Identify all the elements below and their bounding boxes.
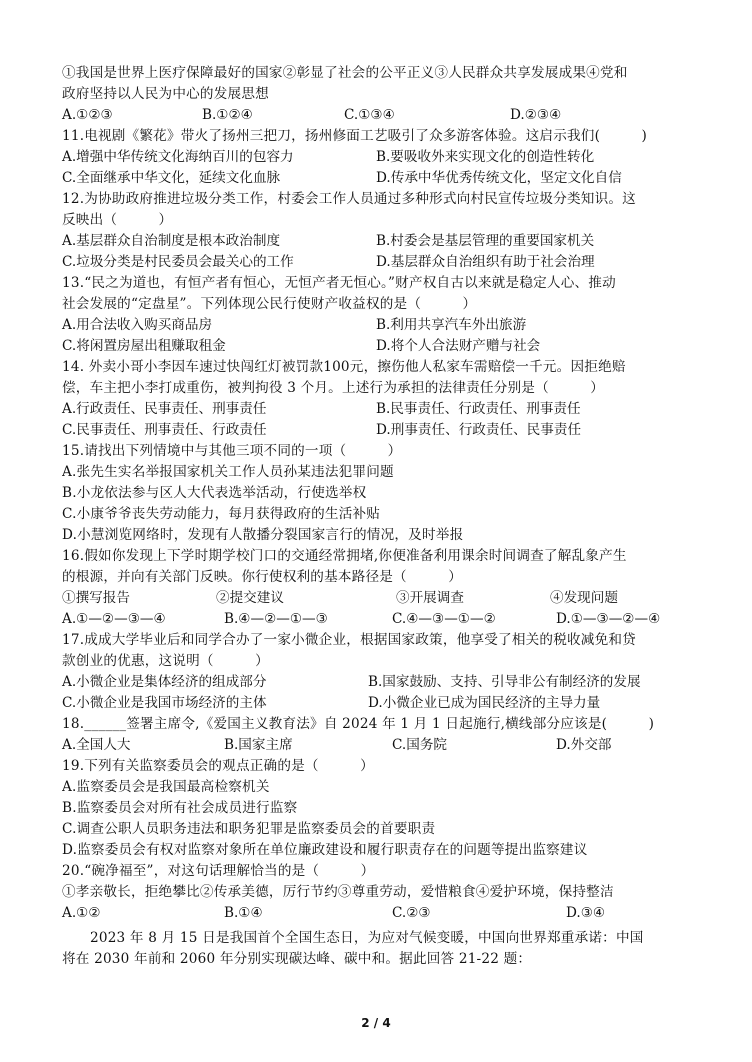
q13-options-row1 bbox=[62, 315, 702, 335]
q12-stem-line1: 12.为协助政府推进垃圾分类工作，村委会工作人员通过多种形式向村民宣传垃圾分类知识。这 bbox=[62, 191, 636, 207]
q18-option-a: A.全国人大 bbox=[62, 737, 131, 753]
q13-stem-line1: 13.“民之为道也，有恒产者有恒心，无恒产者无恒心。”财产权自古以来就是稳定人心、推动 bbox=[62, 275, 616, 291]
q12-options-row2 bbox=[62, 252, 702, 272]
q20-statements: ①孝亲敬长，拒绝攀比②传承美德，厉行节约③尊重劳动，爱惜粮食④爱护环境，保持整洁 bbox=[62, 884, 614, 900]
q16-step-4: ④发现问题 bbox=[550, 590, 618, 606]
q12-option-d: D.基层群众自治组织有助于社会治理 bbox=[376, 254, 595, 270]
q17-option-d: D.小微企业已成为国民经济的主导力量 bbox=[368, 695, 601, 711]
q18-options bbox=[62, 735, 702, 755]
q16-option-a: A.①—②—③—④ bbox=[62, 611, 166, 627]
q14-option-d: D.刑事责任、行政责任、民事责任 bbox=[376, 422, 582, 438]
q16-step-3: ③开展调查 bbox=[396, 590, 464, 606]
q11-option-a: A.增强中华传统文化海纳百川的包容力 bbox=[62, 149, 294, 165]
q20-stem: 20.“碗净福至”，对这句话理解恰当的是（ ） bbox=[62, 863, 375, 879]
q20-option-a: A.①② bbox=[62, 905, 101, 921]
q17-options-row2 bbox=[62, 693, 702, 713]
q11-option-d: D.传承中华优秀传统文化，坚定文化自信 bbox=[376, 170, 622, 186]
q17-option-a: A.小微企业是集体经济的组成部分 bbox=[62, 674, 267, 690]
q15-option-a: A.张先生实名举报国家机关工作人员孙某违法犯罪问题 bbox=[62, 464, 394, 480]
q19-option-a: A.监察委员会是我国最高检察机关 bbox=[62, 779, 270, 795]
q16-steps bbox=[62, 588, 702, 608]
q20-options bbox=[62, 903, 702, 923]
q20-option-c: C.②③ bbox=[392, 905, 431, 921]
q18-option-d: D.外交部 bbox=[556, 737, 612, 753]
q13-stem-line2: 社会发展的“定盘星”。下列体现公民行使财产收益权的是（ ） bbox=[62, 296, 477, 312]
q17-option-b: B.国家鼓励、支持、引导非公有制经济的发展 bbox=[368, 674, 641, 690]
q13-options-row2 bbox=[62, 336, 702, 356]
q10-option-c: C.①③④ bbox=[344, 107, 395, 123]
q18-stem: 18.______签署主席令,《爱国主义教育法》自 2024 年 1 月 1 日起施行,横线部分应该是( ) bbox=[62, 716, 655, 732]
q11-options-row2 bbox=[62, 168, 702, 188]
q17-option-c: C.小微企业是我国市场经济的主体 bbox=[62, 695, 267, 711]
q19-option-c: C.调查公职人员职务违法和职务犯罪是监察委员会的首要职责 bbox=[62, 821, 436, 837]
q12-option-a: A.基层群众自治制度是根本政治制度 bbox=[62, 233, 281, 249]
q16-option-c: C.④—③—①—② bbox=[392, 611, 496, 627]
q13-option-d: D.将个人合法财产赠与社会 bbox=[376, 338, 541, 354]
q16-stem-line2: 的根源，并向有关部门反映。你行使权利的基本路径是（ ） bbox=[62, 569, 463, 585]
q10-option-d: D.②③④ bbox=[510, 107, 562, 123]
q20-option-b: B.①④ bbox=[224, 905, 263, 921]
q13-option-c: C.将闲置房屋出租赚取租金 bbox=[62, 338, 226, 354]
q15-option-b: B.小龙依法参与区人大代表选举活动，行使选举权 bbox=[62, 485, 367, 501]
q17-options-row1 bbox=[62, 672, 702, 692]
q11-option-c: C.全面继承中华文化，延续文化血脉 bbox=[62, 170, 281, 186]
q18-option-c: C.国务院 bbox=[392, 737, 448, 753]
q11-options-row1 bbox=[62, 147, 702, 167]
page-number: 2 / 4 bbox=[361, 1016, 391, 1030]
q14-stem-line1: 14. 外卖小哥小李因车速过快闯红灯被罚款100元，擦伤他人私家车需赔偿一千元。因拒绝赔 bbox=[62, 359, 626, 375]
q16-step-2: ②提交建议 bbox=[216, 590, 284, 606]
q12-options-row1 bbox=[62, 231, 702, 251]
q17-stem-line1: 17.成成大学毕业后和同学合办了一家小微企业，根据国家政策，他享受了相关的税收减免和贷 bbox=[62, 632, 636, 648]
q14-option-b: B.民事责任、行政责任、刑事责任 bbox=[376, 401, 581, 417]
q19-option-d: D.监察委员会有权对监察对象所在单位廉政建设和履行职责存在的问题等提出监察建议 bbox=[62, 842, 588, 858]
q14-option-a: A.行政责任、民事责任、刑事责任 bbox=[62, 401, 267, 417]
q11-option-b: B.要吸收外来实现文化的创造性转化 bbox=[376, 149, 595, 165]
q19-option-b: B.监察委员会对所有社会成员进行监察 bbox=[62, 800, 298, 816]
q19-stem: 19.下列有关监察委员会的观点正确的是（ ） bbox=[62, 758, 374, 774]
q16-stem-line1: 16.假如你发现上下学时期学校门口的交通经常拥堵,你便准备利用课余时间调查了解乱象产生 bbox=[62, 548, 627, 564]
q11-stem: 11.电视剧《繁花》带火了扬州三把刀，扬州修面工艺吸引了众多游客体验。这启示我们( ) bbox=[62, 128, 647, 144]
material-paragraph-line1: 2023 年 8 月 15 日是我国首个全国生态日，为应对气候变暖，中国向世界郑重承诺：中国 bbox=[90, 930, 644, 946]
q15-option-c: C.小康爷爷丧失劳动能力，每月获得政府的生活补贴 bbox=[62, 506, 381, 522]
q15-stem: 15.请找出下列情境中与其他三项不同的一项（ ） bbox=[62, 443, 402, 459]
q15-option-d: D.小慧浏览网络时，发现有人散播分裂国家言行的情况，及时举报 bbox=[62, 527, 464, 543]
q14-options-row1 bbox=[62, 399, 702, 419]
q14-stem-line2: 偿，车主把小李打成重伤，被判拘役 3 个月。上述行为承担的法律责任分别是（ ） bbox=[62, 380, 605, 396]
q16-step-1: ①撰写报告 bbox=[62, 590, 130, 606]
q13-option-b: B.利用共享汽车外出旅游 bbox=[376, 317, 527, 333]
q13-option-a: A.用合法收入购买商品房 bbox=[62, 317, 213, 333]
q12-option-c: C.垃圾分类是村民委员会最关心的工作 bbox=[62, 254, 294, 270]
q14-option-c: C.民事责任、刑事责任、行政责任 bbox=[62, 422, 267, 438]
q16-option-d: D.①—③—②—④ bbox=[556, 611, 661, 627]
q14-options-row2 bbox=[62, 420, 702, 440]
q10-statements-line2: 政府坚持以人民为中心的发展思想 bbox=[62, 86, 269, 102]
q20-option-d: D.③④ bbox=[566, 905, 606, 921]
q16-options bbox=[62, 609, 702, 629]
q12-option-b: B.村委会是基层管理的重要国家机关 bbox=[376, 233, 595, 249]
material-paragraph-line2: 将在 2030 年前和 2060 年分别实现碳达峰、碳中和。据此回答 21-22 题： bbox=[62, 951, 532, 967]
q10-option-b: B.①②④ bbox=[202, 107, 253, 123]
q16-option-b: B.④—②—①—③ bbox=[224, 611, 328, 627]
q12-stem-line2: 反映出（ ） bbox=[62, 212, 173, 228]
q10-option-a: A.①②③ bbox=[62, 107, 113, 123]
q17-stem-line2: 款创业的优惠，这说明（ ） bbox=[62, 653, 269, 669]
q10-statements-line1: ①我国是世界上医疗保障最好的国家②彰显了社会的公平正义③人民群众共享发展成果④党和 bbox=[62, 65, 628, 81]
q10-options bbox=[62, 105, 702, 125]
q18-option-b: B.国家主席 bbox=[224, 737, 293, 753]
